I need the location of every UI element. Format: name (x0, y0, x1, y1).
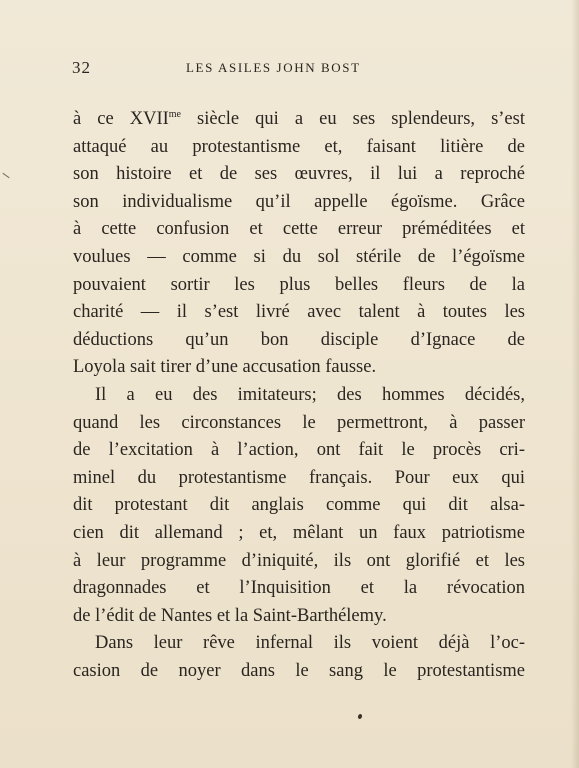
running-head: LES ASILES JOHN BOST (186, 60, 361, 75)
text-line: cien dit allemand ; et, mêlant un faux patriotisme (73, 522, 525, 543)
text-line: pouvaient sortir les plus belles fleurs de la (73, 274, 525, 295)
text-line: attaqué au protestantisme et, faisant litière de (73, 136, 525, 157)
text-line: à cette confusion et cette erreur préméditées et (73, 219, 525, 240)
text-line: son histoire et de ses œuvres, il lui a reproché (73, 164, 525, 185)
page-header (68, 58, 508, 80)
text-line: quand les circonstances le permettront, à passer (73, 412, 525, 433)
page-edge-shadow (571, 0, 579, 768)
text-line: Loyola sait tirer d’une accusation fausse. (73, 357, 377, 378)
paragraph-start-line: Il a eu des imitateurs; des hommes décidés, (95, 384, 525, 405)
text-line: voulues — comme si du sol stérile de l’égoïsme (73, 246, 525, 267)
text-line: de l’édit de Nantes et la Saint-Barthélemy. (73, 605, 387, 626)
text-line: dit protestant dit anglais comme qui dit alsa- (73, 495, 525, 516)
text-line: dragonnades et l’Inquisition et la révocation (73, 578, 525, 599)
text-line: casion de noyer dans le sang le protestantisme (73, 660, 525, 681)
text-line: son individualisme qu’il appelle égoïsme. Grâce (73, 191, 525, 212)
page-number: 32 (72, 58, 91, 77)
text-line: à leur programme d’iniquité, ils ont glorifié et les (73, 550, 525, 571)
paragraph-start-line: Dans leur rêve infernal ils voient déjà l’oc- (95, 633, 525, 654)
margin-mark (2, 173, 9, 178)
text-line: à ce $XVII^{me}$ siècle qui a eu ses splendeurs, s’est (73, 108, 525, 129)
text-line: de l’excitation à l’action, ont fait le procès cri- (73, 440, 525, 461)
text-line: minel du protestantisme français. Pour eux qui (73, 467, 525, 488)
text-line: déductions qu’un bon disciple d’Ignace de (73, 329, 525, 350)
ink-fleck (357, 713, 362, 719)
superscript: me (168, 108, 181, 120)
text-line: charité — il s’est livré avec talent à toutes les (73, 302, 525, 323)
body-text (73, 106, 525, 685)
